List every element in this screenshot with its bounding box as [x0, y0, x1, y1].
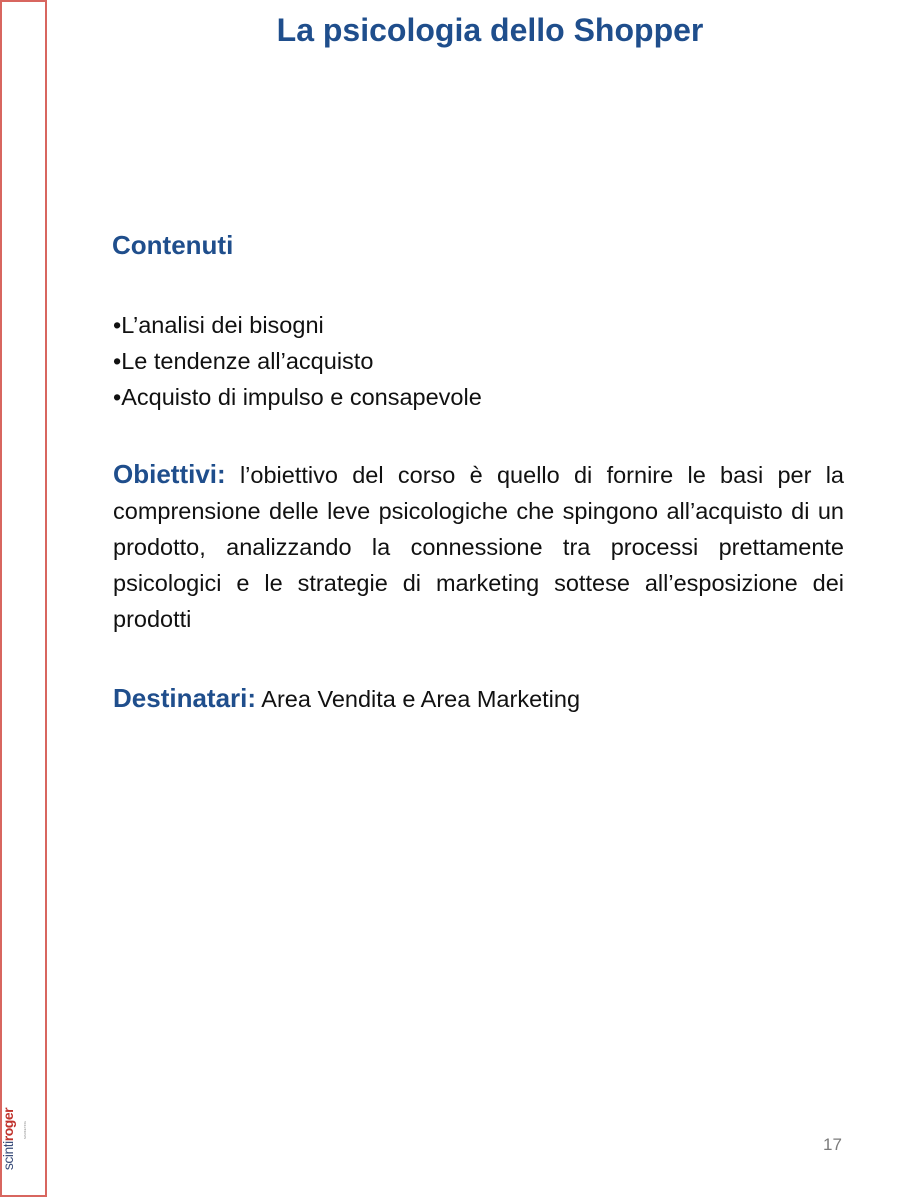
recipients-text: Area Vendita e Area Marketing — [256, 686, 581, 712]
list-item: • Le tendenze all’acquisto — [113, 343, 482, 379]
page-title: La psicologia dello Shopper — [276, 12, 704, 48]
objectives-paragraph — [113, 456, 844, 637]
recipients-paragraph — [113, 680, 580, 717]
logo-tagline: MARKETING — [22, 1121, 27, 1139]
logo-part-1: scinti — [0, 1141, 17, 1171]
list-item: • Acquisto di impulso e consapevole — [113, 379, 482, 415]
list-item: • L’analisi dei bisogni — [113, 307, 482, 343]
logo-part-2: roger — [0, 1107, 17, 1142]
recipients-label: Destinatari: — [113, 683, 257, 713]
objectives-label: Obiettivi: — [113, 459, 226, 489]
contents-heading: Contenuti — [112, 230, 234, 260]
contents-list — [113, 307, 482, 415]
objectives-text: l’obiettivo del corso è quello di fornire le basi per la comprensione delle leve psicologiche che spingono all’acquisto di un prodotto, analizzando la connessione tra processi prettamente psicologici e le strategie di marketing sottese all’esposizione dei prodotti — [113, 462, 844, 632]
logo-wordmark — [1, 1108, 15, 1170]
page-number: 17 — [823, 1135, 842, 1154]
left-border-band — [0, 0, 47, 1197]
company-logo — [0, 1098, 47, 1194]
